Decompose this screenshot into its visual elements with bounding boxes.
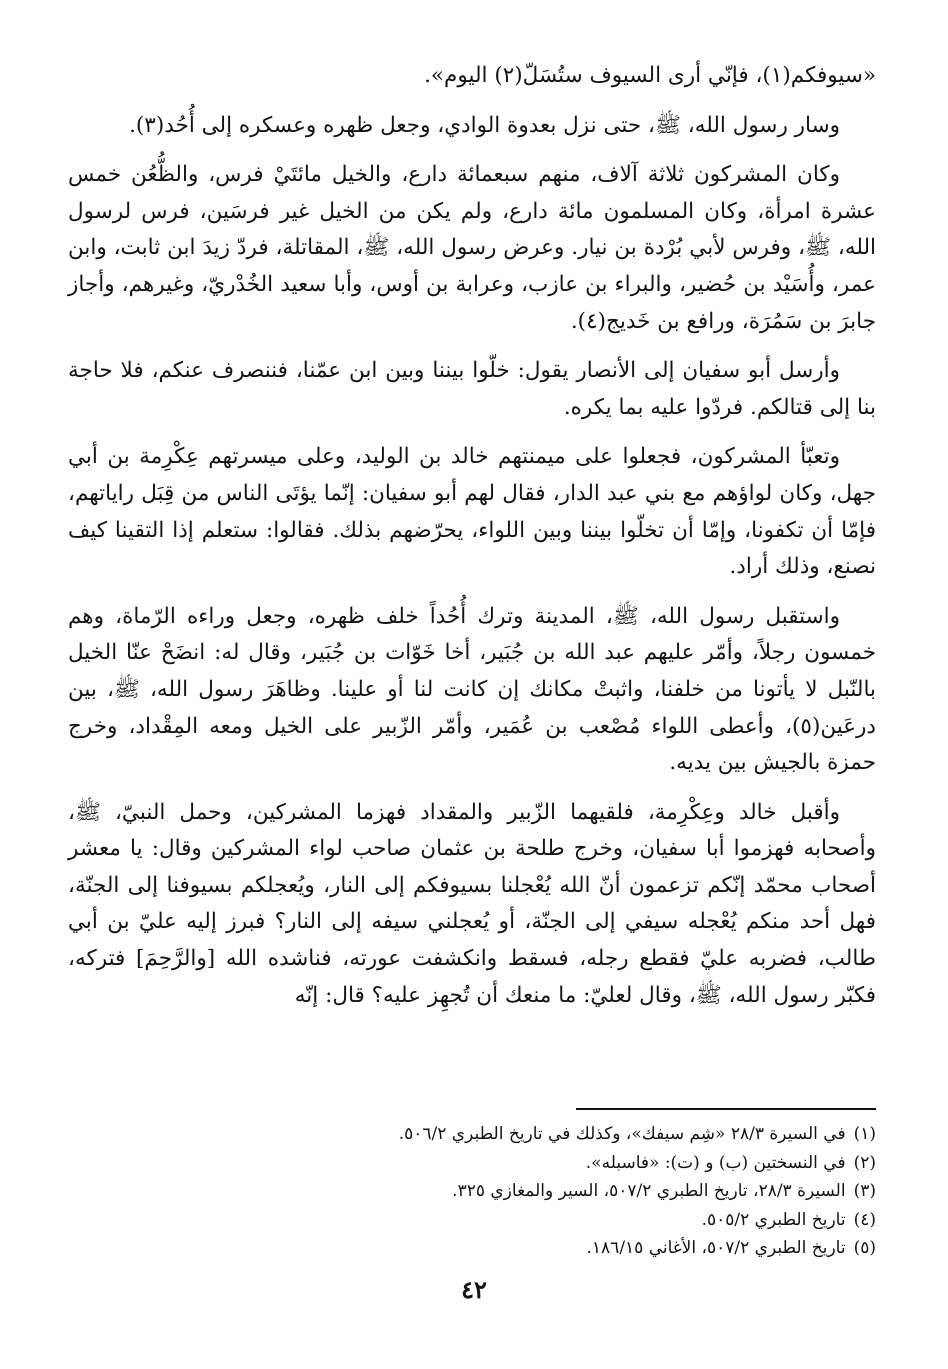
page-number: ٤٢ bbox=[461, 1275, 487, 1304]
footnote-number: (٣) bbox=[853, 1181, 876, 1201]
footnote-text: تاريخ الطبري ٥٠٥/٢. bbox=[701, 1209, 846, 1230]
footnote-3 bbox=[68, 1177, 876, 1206]
paragraph-7: وأقبل خالد وعِكْرِمة، فلقيهما الزّبير والمقداد فهزما المشركين، وحمل النبيّ، ﷺ، وأصحابه فهزموا أبا سفيان، وخرج طلحة بن عثمان صاحب لواء المشركين وقال: يا معشر أصحاب محمّد إنّكم تزعمون أنّ الله يُعْجلنا بسيوفكم إلى النار، ويُعجلكم بسيوفنا إلى الجنّة، فهل أحد منكم يُعْجله سيفي إلى الجنّة، أو يُعجلني سيفه إلى النار؟ فبرز إليه عليّ بن أبي طالب، فضربه عليّ فقطع رجله، فسقط وانكشفت عورته، فناشده الله [والرَّحِمَ] فتركه، فكبّر رسول الله، ﷺ، وقال لعليّ: ما منعك أن تُجهِز عليه؟ قال: إنّه bbox=[68, 799, 876, 1008]
footnote-divider bbox=[576, 1108, 876, 1110]
footnote-text: تاريخ الطبري ٥٠٧/٢، الأغاني ١٨٦/١٥. bbox=[586, 1238, 846, 1258]
footnote-2 bbox=[68, 1149, 876, 1178]
paragraph-6: واستقبل رسول الله، ﷺ، المدينة وترك أُحُداً خلف ظهره، وجعل وراءه الرّماة، وهم خمسون رجلاً، وأمّر عليهم عبد الله بن جُبَير، أخا خَوّات بن جُبَير، وقال له: انضَحْ عنّا الخيل بالنّبل لا يأتونا من خلفنا، واثبتْ مكانك إن كانت لنا أو علينا. وظاهَرَ رسول الله، ﷺ، بين درعَين(٥)، وأعطى اللواء مُصْعب بن عُمَير، وأمّر الزّبير على الخيل ومعه المِقْداد، وخرج حمزة بالجيش بين يديه. bbox=[68, 603, 876, 776]
footnote-number: (٢) bbox=[853, 1152, 876, 1173]
paragraph-5: وتعبّأ المشركون، فجعلوا على ميمنتهم خالد بن الوليد، وعلى ميسرتهم عِكْرِمة بن أبي جهل، وكان لواؤهم مع بني عبد الدار، فقال لهم أبو سفيان: إنّما يؤتَى الناس من قِبَل راياتهم، فإمّا أن تكفونا، وإمّا أن تخلّوا بيننا وبين اللواء، يحرّضهم بذلك. فقالوا: ستعلم إذا التقينا كيف نصنع، وذلك أراد. bbox=[68, 444, 876, 580]
paragraph-1: «سيوفكم(١)، فإنّي أرى السيوف ستُسَلّ(٢) اليوم». bbox=[424, 63, 876, 88]
footnote-text: في السيرة ٢٨/٣ «شِم سيفك»، وكذلك في تاريخ الطبري ٥٠٦/٢. bbox=[398, 1124, 846, 1144]
main-text bbox=[68, 58, 876, 1027]
footnote-text: السيرة ٢٨/٣، تاريخ الطبري ٥٠٧/٢، السير والمغازي ٣٢٥. bbox=[452, 1181, 846, 1201]
paragraph-4: وأرسل أبو سفيان إلى الأنصار يقول: خلّوا بيننا وبين ابن عمّنا، فننصرف عنكم، فلا حاجة بنا إلى قتالكم. فردّوا عليه بما يكره. bbox=[68, 358, 876, 420]
paragraph-3: وكان المشركون ثلاثة آلاف، منهم سبعمائة دارع، والخيل مائتَيْ فرس، والظُّعُن خمس عشرة امرأة، وكان المسلمون مائة دارع، ولم يكن من الخيل غير فرسَين، فرس لرسول الله، ﷺ، وفرس لأبي بُرْدة بن نيار. وعرض رسول الله، ﷺ، المقاتلة، فردّ زيدَ ابن ثابت، وابن عمر، وأُسَيْد بن حُضير، والبراء بن عازب، وعرابة بن أوس، وأبا سعيد الخُدْريّ، وغيرهم، وأجاز جابرَ بن سَمُرَة، ورافع بن خَديج(٤). bbox=[68, 162, 876, 334]
footnote-text: في النسختين (ب) و (ت): «فاسبله». bbox=[585, 1152, 846, 1173]
footnote-5 bbox=[68, 1234, 876, 1263]
footnote-4 bbox=[68, 1206, 876, 1235]
footnotes bbox=[68, 1120, 876, 1263]
footnote-number: (٤) bbox=[853, 1209, 876, 1230]
footnote-number: (٥) bbox=[853, 1238, 876, 1258]
footnote-1 bbox=[68, 1120, 876, 1149]
paragraph-2: وسار رسول الله، ﷺ، حتى نزل بعدوة الوادي، وجعل ظهره وعسكره إلى أُحُد(٣). bbox=[129, 112, 840, 138]
footnote-number: (١) bbox=[853, 1124, 876, 1144]
